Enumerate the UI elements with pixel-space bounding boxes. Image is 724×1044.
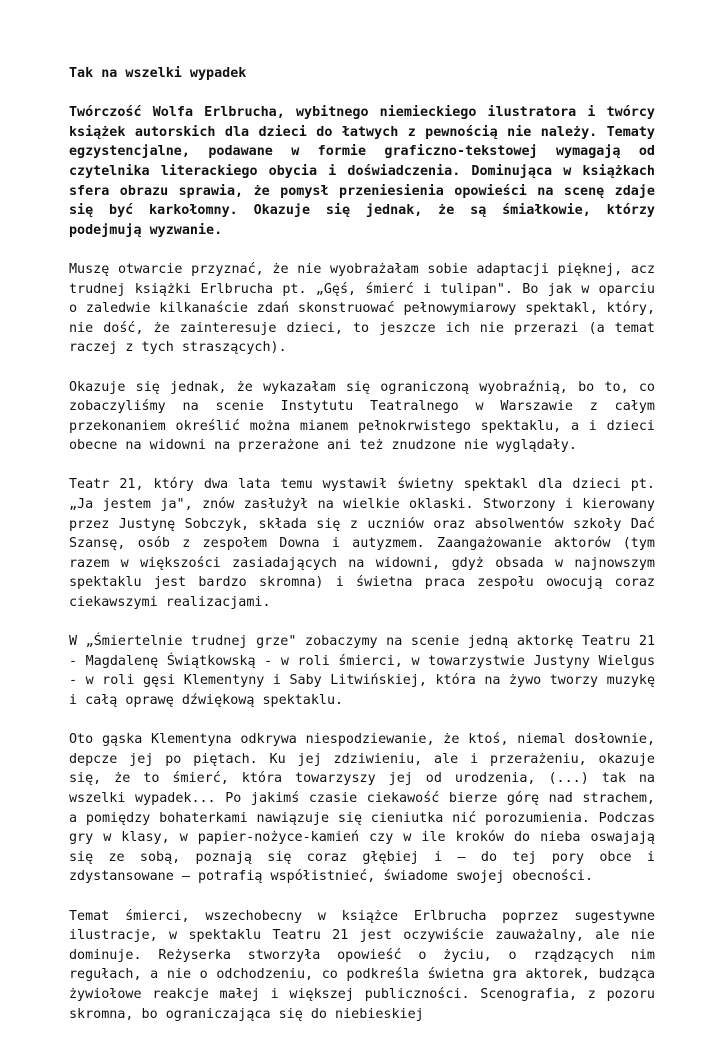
paragraph-4: W „Śmiertelnie trudnej grze" zobaczymy na scenie jedną aktorkę Teatru 21 - Magdalenę Świątkowską - w roli śmierci, w towarzystwie Justyny Wielgus - w roli gęsi Klementyny i Saby Litwińskiej, która na żywo tworzy muzykę i całą oprawę dźwiękową spektaklu. — [69, 634, 655, 708]
paragraph-5: Oto gąska Klementyna odkrywa niespodziewanie, że ktoś, niemal dosłownie, depcze jej po piętach. Ku jej zdziwieniu, ale i przerażeniu, okazuje się, że to śmierć, która towarzyszy jej od urodzenia, (...) tak na wszelki wypadek... Po jakimś czasie ciekawość bierze górę nad strachem, a pomiędzy bohaterkami nawiązuje się cieniutka nić porozumienia. Podczas gry w klasy, w papier-nożyce-kamień czy w ile kroków do nieba oswajają się ze sobą, poznają się coraz głębiej i – do tej pory obce i zdystansowane – potrafią współistnieć, świadome swojej obecności. — [69, 732, 655, 885]
paragraph-1: Muszę otwarcie przyznać, że nie wyobrażałam sobie adaptacji pięknej, acz trudnej książki Erlbrucha pt. „Gęś, śmierć i tulipan". Bo jak w oparciu o zaledwie kilkanaście zdań skonstruować pełnowymiarowy spektakl, który, nie dość, że zainteresuje dzieci, to jeszcze ich nie przerazi (a temat raczej z tych straszących). — [69, 261, 655, 356]
paragraph-2: Okazuje się jednak, że wykazałam się ograniczoną wyobraźnią, bo to, co zobaczyliśmy na scenie Instytutu Teatralnego w Warszawie z całym przekonaniem określić można mianem pełnokrwistego spektaklu, a i dzieci obecne na widowni na przerażone ani też znudzone nie wyglądały. — [69, 379, 655, 454]
document-body — [69, 64, 655, 1044]
paragraph-6: Temat śmierci, wszechobecny w książce Erlbrucha poprzez sugestywne ilustracje, w spektaklu Teatru 21 jest oczywiście zauważalny, ale nie dominuje. Reżyserka stworzyła opowieść o życiu, o rządzących nim regułach, a nie o odchodzeniu, co podkreśla świetna gra aktorek, budząca żywiołowe reakcje małej i większej publiczności. Scenografia, z pozoru skromna, bo ograniczająca się do niebieskiej — [69, 908, 655, 1022]
document-title: Tak na wszelki wypadek — [69, 66, 247, 81]
lead-paragraph: Twórczość Wolfa Erlbrucha, wybitnego niemieckiego ilustratora i twórcy książek autorskich dla dzieci do łatwych z pewnością nie należy. Tematy egzystencjalne, podawane w formie graficzno-tekstowej wymagają od czytelnika literackiego obycia i doświadczenia. Dominująca w książkach sfera obrazu sprawia, że pomysł przeniesienia opowieści na scenę zdaje się być karkołomny. Okazuje się jednak, że są śmiałkowie, którzy podejmują wyzwanie. — [69, 105, 655, 238]
paragraph-3: Teatr 21, który dwa lata temu wystawił świetny spektakl dla dzieci pt. „Ja jestem ja", znów zasłużył na wielkie oklaski. Stworzony i kierowany przez Justynę Sobczyk, składa się z uczniów oraz absolwentów szkoły Dać Szansę, osób z zespołem Downa i autyzmem. Zaangażowanie aktorów (tym razem w większości zasiadających na widowni, gdyż obsada w najnowszym spektaklu jest bardzo skromna) i świetna praca zespołu owocują coraz ciekawszymi realizacjami. — [69, 477, 655, 611]
